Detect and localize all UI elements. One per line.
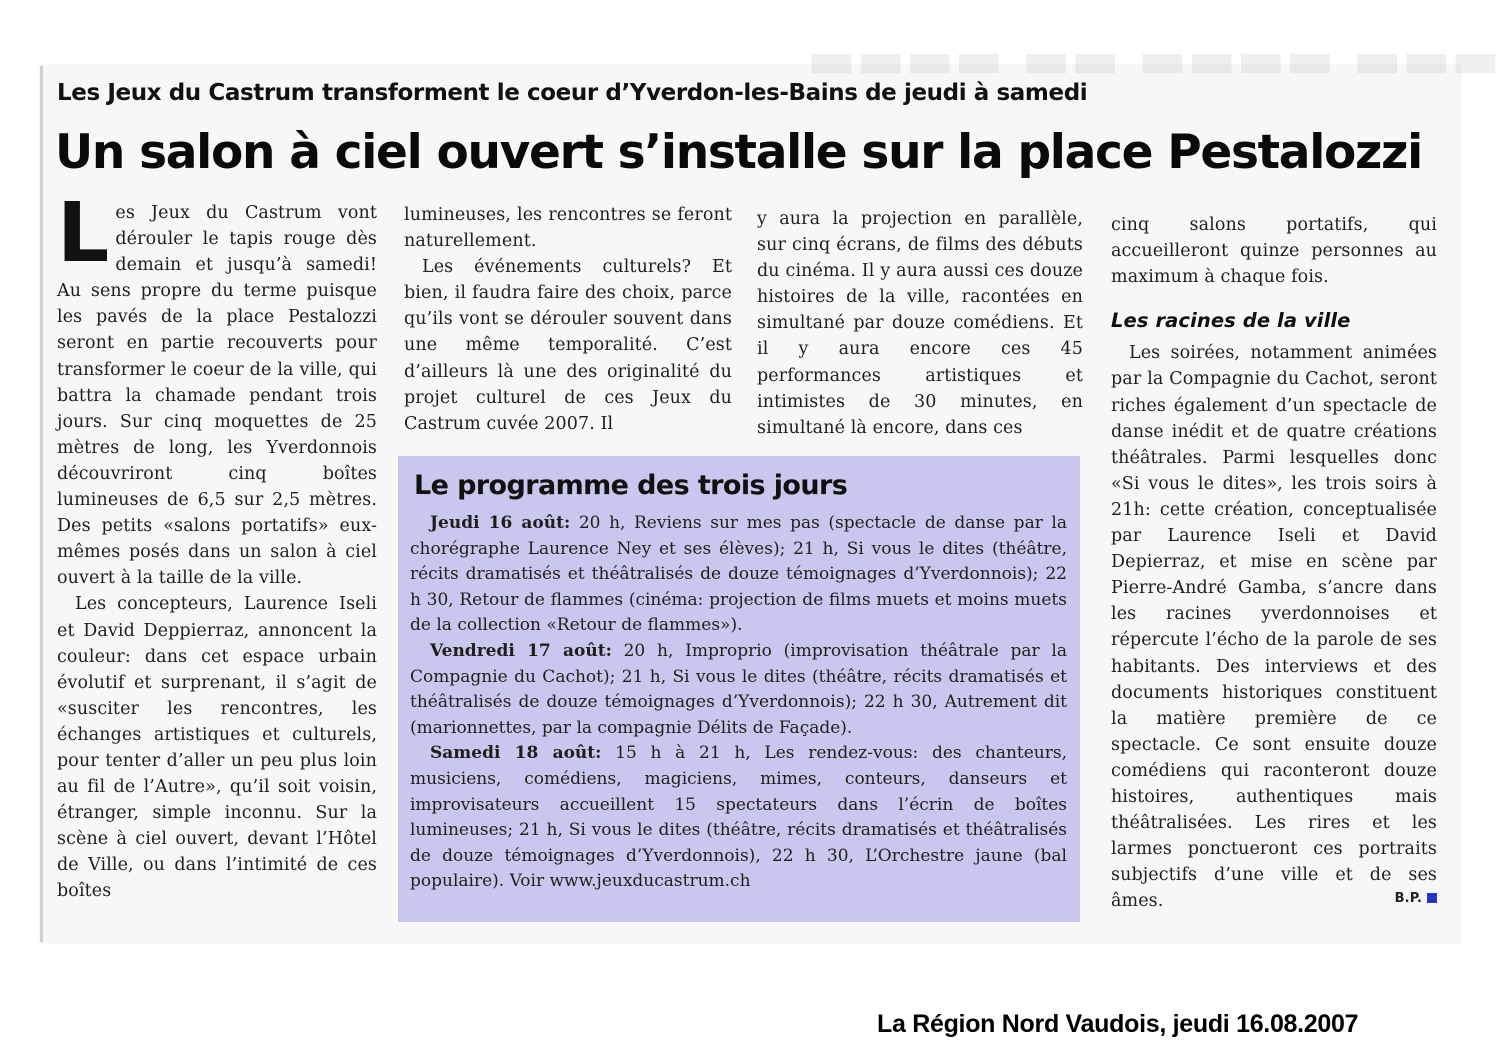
article-headline: Un salon à ciel ouvert s’installe sur la place Pestalozzi — [55, 125, 1422, 180]
program-title: Le programme des trois jours — [414, 470, 848, 501]
article-column-3 — [757, 206, 1083, 441]
program-box — [398, 456, 1080, 922]
column-4-paragraph-2: Les soirées, notamment animées par la Compagnie du Cachot, seront riches également d’un spectacle de danse inédit et de quatre créations théâtrales. Parmi lesquelles donc «Si vous le dites», les trois soirs à 21h: cette création, conceptualisée par Laurence Iseli et David Depierraz, et mise en scène par Pierre-André Gamba, s’ancre dans les racines yverdonnoises et répercute l’écho de la parole de ses habitants. Des interviews et des documents historiques constituent la matière première de ce spectacle. Ce sont ensuite douze comédiens qui raconteront douze histoires, authentiques mais théâtralisées. Les rires et les larmes ponctueront ces portraits subjectifs d’une ville et de ses âmes. — [1111, 343, 1437, 912]
column-1-paragraph-1 — [57, 186, 377, 591]
program-day-label: Samedi 18 août: — [430, 743, 602, 764]
program-day-text: 20 h, Reviens sur mes pas (spectacle de danse par la chorégraphe Laurence Ney et ses élèves); 21 h, Si vous le dites (théâtre, récits dramatisés et théâtralisés de douze témoignages d’Yverdonnois); 22 h 30, Retour de flammes (cinéma: projection de films muets et moins muets de la collection «Retour de flammes»). — [410, 513, 1067, 636]
column-4-closing — [1111, 340, 1437, 914]
section-subheading: Les racines de la ville — [1111, 309, 1351, 333]
column-2-paragraph-1: lumineuses, les rencontres se feront naturellement. — [404, 205, 732, 252]
drop-cap: L — [57, 186, 110, 281]
article-column-4 — [1111, 212, 1437, 914]
author-signature — [1395, 886, 1437, 912]
program-list — [410, 511, 1067, 895]
program-day — [410, 741, 1067, 895]
program-day — [410, 639, 1067, 741]
column-1-paragraph-2: Les concepteurs, Laurence Iseli et David Deppierraz, annoncent la couleur: dans cet espace urbain évolutif et surprenant, il s’agit de «susciter les rencontres, les échanges artistiques et culturels, pour tenter d’aller un peu plus loin au fil de l’Autre», qu’il soit voisin, étranger, simple inconnu. Sur la scène à ciel ouvert, devant l’Hôtel de Ville, ou dans l’intimité de ces boîtes — [57, 594, 377, 902]
source-credit: La Région Nord Vaudois, jeudi 16.08.2007 — [877, 1010, 1359, 1038]
column-3-paragraph-1: y aura la projection en parallèle, sur cinq écrans, de films des débuts du cinéma. Il y aura aussi ces douze histoires de la ville, racontées en simultané par douze comédiens. Et il y aura encore ces 45 performances artistiques et intimistes de 30 minutes, en simultané là encore, dans ces — [757, 209, 1083, 438]
article-kicker: Les Jeux du Castrum transforment le coeur d’Yverdon-les-Bains de jeudi à samedi — [57, 80, 1088, 106]
article-column-1 — [57, 186, 377, 905]
program-day-label: Vendredi 17 août: — [430, 640, 612, 661]
end-mark-icon — [1427, 893, 1437, 903]
column-4-paragraph-1: cinq salons portatifs, qui accueilleront quinze personnes au maximum à chaque fois. — [1111, 215, 1437, 288]
article-column-2 — [404, 202, 732, 437]
column-2-paragraph-2: Les événements culturels? Et bien, il faudra faire des choix, parce qu’ils vont se dérouler souvent dans une même temporalité. C’est d’ailleurs là une des originalité du projet culturel de ces Jeux du Castrum cuvée 2007. Il — [404, 257, 732, 434]
program-day-label: Jeudi 16 août: — [430, 513, 571, 533]
program-day-text: 15 h à 21 h, Les rendez-vous: des chanteurs, musiciens, comédiens, magiciens, mimes, conteurs, danseurs et improvisateurs accueillent 15 spectateurs dans l’écrin de boîtes lumineuses; 21 h, Si vous le dites (théâtre, récits dramatisés et théâtralisés de douze témoignages d’Yverdonnois), 22 h 30, L’Orchestre jaune (bal populaire). Voir www.jeuxducastrum.ch — [410, 743, 1068, 892]
column-1-paragraph-1-text: es Jeux du Castrum vont dérouler le tapis rouge dès demain et jusqu’à samedi! Au sens propre du terme puisque les pavés de la place Pestalozzi seront en partie recouverts pour transformer le coeur de la ville, qui battra la chamade pendant trois jours. Sur cinq moquettes de 25 mètres de long, les Yverdonnois découvriront cinq boîtes lumineuses de 6,5 sur 2,5 mètres. Des petits «salons portatifs» eux-mêmes posés dans un salon à ciel ouvert à la taille de la ville. — [57, 203, 377, 589]
author-initials: B.P. — [1394, 891, 1422, 907]
bleed-through-text: ▬▬▬ ▬▬▬▬ ▬▬ ▬▬▬▬ — [806, 30, 1500, 90]
program-day-text: 20 h, Improprio (improvisation théâtrale par la Compagnie du Cachot); 21 h, Si vous le dites (théâtre, récits dramatisés et théâtralisés de douze témoignages d’Yverdonnois); 22 h 30, Autrement dit (marionnettes, par la compagnie Délits de Façade). — [410, 640, 1067, 738]
program-day — [410, 511, 1067, 639]
